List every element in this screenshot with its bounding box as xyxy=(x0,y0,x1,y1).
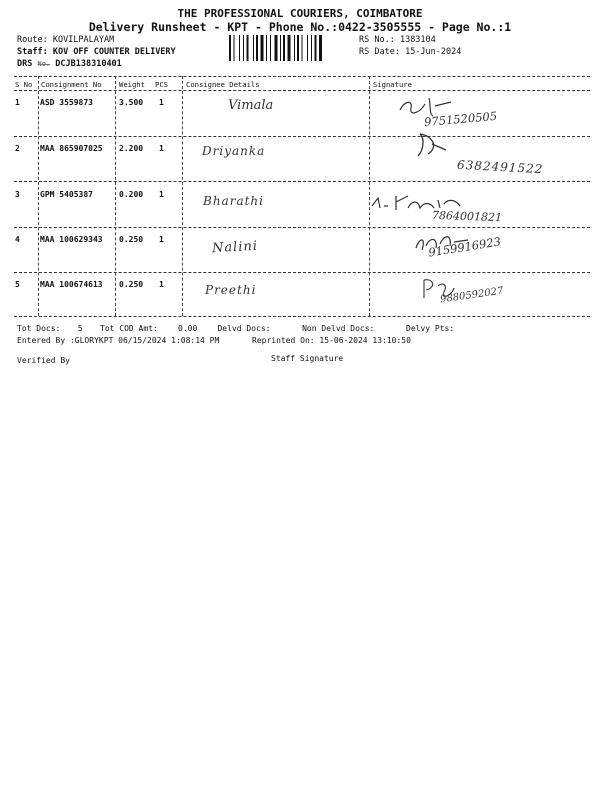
entered-by: Entered By :GLORYKPT 06/15/2024 1:08:14 PM xyxy=(17,336,220,345)
tot-docs-value: 5 xyxy=(77,324,83,333)
runsheet-subtitle: Delivery Runsheet - KPT - Phone No.:0422-3505555 - Page No.:1 xyxy=(88,20,512,34)
row-weight: 3.500 xyxy=(119,98,144,107)
footer-totals xyxy=(17,324,454,333)
row-pcs: 1 xyxy=(159,280,164,289)
tot-cod-value: 0.00 xyxy=(178,324,198,333)
rs-no-value: 1383104 xyxy=(399,35,436,45)
delvd-docs-label: Delvd Docs: xyxy=(217,324,271,333)
staff-line xyxy=(17,47,176,57)
col-header-sno: S No xyxy=(15,80,33,89)
row-sno: 3 xyxy=(15,190,20,199)
column-divider xyxy=(115,76,116,316)
rs-date-label: RS Date: xyxy=(359,47,400,57)
col-header-consignee: Consignee Details xyxy=(186,80,260,89)
staff-signature-label: Staff Signature xyxy=(271,354,344,363)
row-consignment: MAA 100629343 xyxy=(40,235,103,244)
tot-docs-label: Tot Docs: xyxy=(17,324,61,333)
rs-date-value: 15-Jun-2024 xyxy=(405,47,462,57)
row-weight: 2.200 xyxy=(119,144,144,153)
row-consignee-handwritten: Preethi xyxy=(205,283,257,297)
drs-label: DRS xyxy=(17,59,33,69)
col-header-signature: Signature xyxy=(373,80,412,89)
staff-value: KOV OFF COUNTER DELIVERY xyxy=(52,47,176,57)
row-consignee-handwritten: Nalini xyxy=(211,238,259,257)
row-consignment: MAA 100674613 xyxy=(40,280,103,289)
row-divider xyxy=(14,272,590,273)
table-top-rule xyxy=(14,76,590,77)
row-consignment: GPM 5405387 xyxy=(40,190,93,199)
row-sno: 4 xyxy=(15,235,20,244)
rs-no-line xyxy=(359,35,436,45)
company-title: THE PROFESSIONAL COURIERS, COIMBATORE xyxy=(177,7,423,20)
rs-no-label: RS No.: xyxy=(359,35,395,45)
row-sno: 1 xyxy=(15,98,20,107)
row-pcs: 1 xyxy=(159,190,164,199)
table-header-rule xyxy=(14,90,590,91)
row-consignee-handwritten: Driyanka xyxy=(202,144,266,158)
col-header-weight: Weight xyxy=(119,80,145,89)
column-divider xyxy=(182,76,183,316)
row-signature-phone: 7864001821 xyxy=(431,208,503,225)
row-consignee-handwritten: Vimala xyxy=(228,98,274,113)
row-pcs: 1 xyxy=(159,98,164,107)
row-pcs: 1 xyxy=(159,235,164,244)
non-delvd-docs-label: Non Delvd Docs: xyxy=(302,324,375,333)
route-line xyxy=(17,35,114,45)
row-weight: 0.250 xyxy=(119,280,144,289)
row-signature-phone: 9159916923 xyxy=(427,234,502,260)
row-signature-phone: 9751520505 xyxy=(423,108,498,130)
barcode-image xyxy=(228,35,354,61)
route-value: KOVILPALAYAM xyxy=(52,35,115,45)
row-signature-phone: 6382491522 xyxy=(456,157,544,177)
table-bottom-rule xyxy=(14,316,590,317)
verified-by: Verified By xyxy=(17,356,70,365)
row-divider xyxy=(14,181,590,182)
row-weight: 0.250 xyxy=(119,235,144,244)
tot-cod-label: Tot COD Amt: xyxy=(100,324,158,333)
row-sno: 5 xyxy=(15,280,20,289)
staff-label: Staff: xyxy=(17,47,48,57)
column-divider xyxy=(38,76,39,316)
row-divider xyxy=(14,136,590,137)
row-consignment: ASD 3559873 xyxy=(40,98,93,107)
row-consignment: MAA 865907025 xyxy=(40,144,103,153)
col-header-pcs: PCS xyxy=(155,80,168,89)
row-consignee-handwritten: Bharathi xyxy=(203,194,264,208)
drs-line xyxy=(17,59,122,69)
row-weight: 0.200 xyxy=(119,190,144,199)
col-header-consignment: Consignment No xyxy=(41,80,102,89)
row-signature-phone: 9880592027 xyxy=(439,285,505,306)
row-divider xyxy=(14,227,590,228)
row-sno: 2 xyxy=(15,144,20,153)
drs-number: DCJB138310401 xyxy=(55,59,122,69)
rs-date-line xyxy=(359,47,461,57)
route-label: Route: xyxy=(17,35,48,45)
delvy-pts-label: Delvy Pts: xyxy=(406,324,455,333)
signature-scribble xyxy=(412,130,452,160)
row-pcs: 1 xyxy=(159,144,164,153)
reprinted-on: Reprinted On: 15-06-2024 13:10:50 xyxy=(252,336,411,345)
drs-scribble: No. xyxy=(37,60,51,68)
